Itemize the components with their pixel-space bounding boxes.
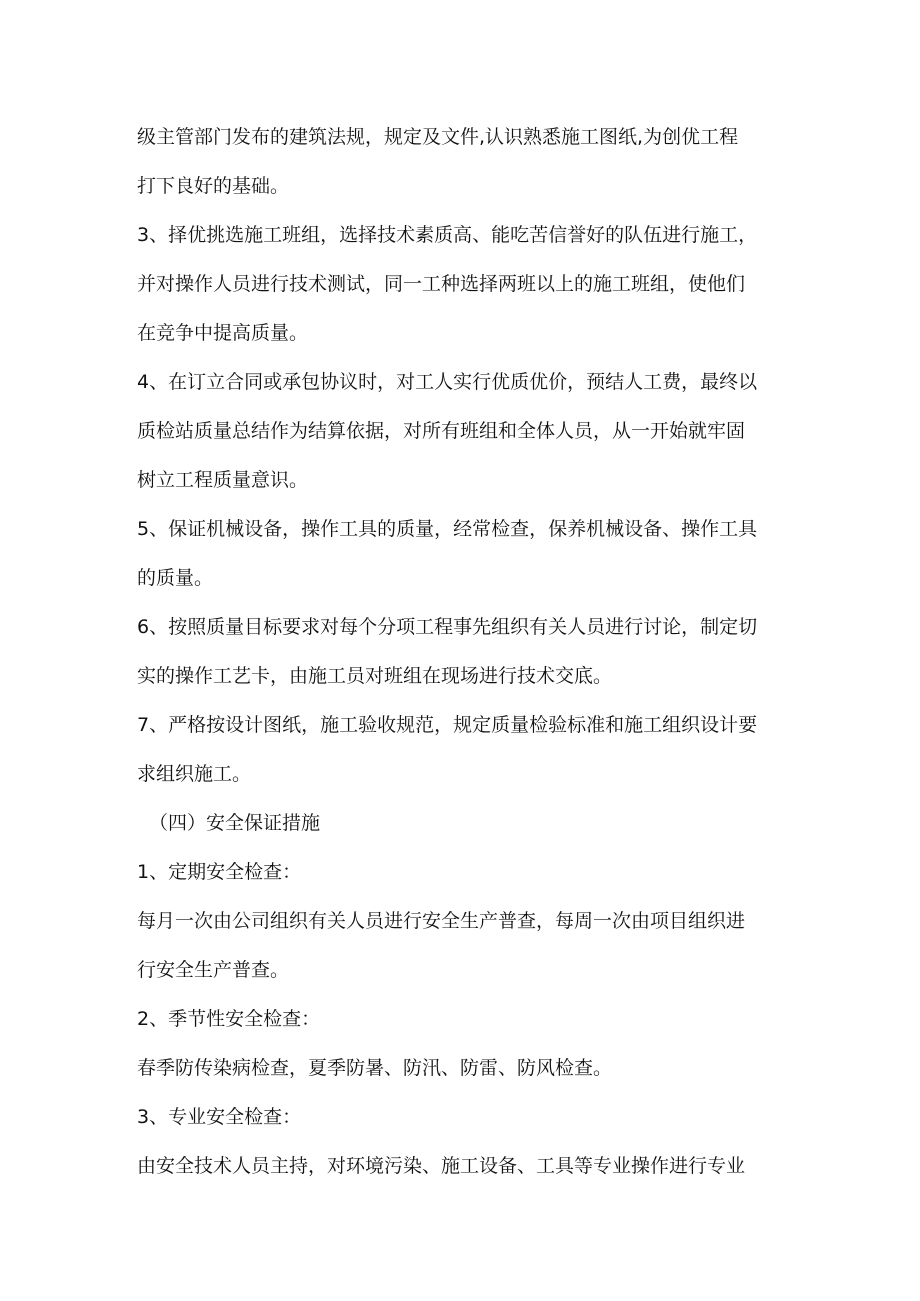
text-line: 6、按照质量目标要求对每个分项工程事先组织有关人员进行讨论，制定切 <box>137 616 758 638</box>
text-line: 在竞争中提高质量。 <box>137 322 309 344</box>
text-line: 实的操作工艺卡，由施工员对班组在现场进行技术交底。 <box>137 665 613 687</box>
text-line: 2、季节性安全检查： <box>137 1008 321 1030</box>
text-line: 3、专业安全检查： <box>137 1106 302 1128</box>
text-line: 由安全技术人员主持，对环境污染、施工设备、工具等专业操作进行专业 <box>137 1155 746 1177</box>
text-line: 树立工程质量意识。 <box>137 469 309 491</box>
text-line: 打下良好的基础。 <box>137 175 290 197</box>
text-line: 行安全生产普查。 <box>137 959 290 981</box>
text-line: 5、保证机械设备，操作工具的质量，经常检查，保养机械设备、操作工具 <box>137 518 758 540</box>
text-line: 1、定期安全检查： <box>137 861 302 883</box>
text-line: 并对操作人员进行技术测试，同一工种选择两班以上的施工班组，使他们 <box>137 273 746 295</box>
text-line: 质检站质量总结作为结算依据，对所有班组和全体人员，从一开始就牢固 <box>137 420 746 442</box>
text-line: 4、在订立合同或承包协议时，对工人实行优质优价，预结人工费，最终以 <box>137 371 758 393</box>
text-line: 3、择优挑选施工班组，选择技术素质高、能吃苦信誉好的队伍进行施工， <box>137 224 758 246</box>
section-heading: （四）安全保证措施 <box>149 812 321 834</box>
document-body <box>137 113 797 1191</box>
text-line: 春季防传染病检查，夏季防暑、防汛、防雷、防风检查。 <box>137 1057 613 1079</box>
text-line: 级主管部门发布的建筑法规，规定及文件,认识熟悉施工图纸,为创优工程 <box>137 126 739 148</box>
text-line: 每月一次由公司组织有关人员进行安全生产普查，每周一次由项目组织进 <box>137 910 746 932</box>
text-line: 的质量。 <box>137 567 214 589</box>
text-line: 求组织施工。 <box>137 763 252 785</box>
text-line: 7、严格按设计图纸，施工验收规范，规定质量检验标准和施工组织设计要 <box>137 714 758 736</box>
